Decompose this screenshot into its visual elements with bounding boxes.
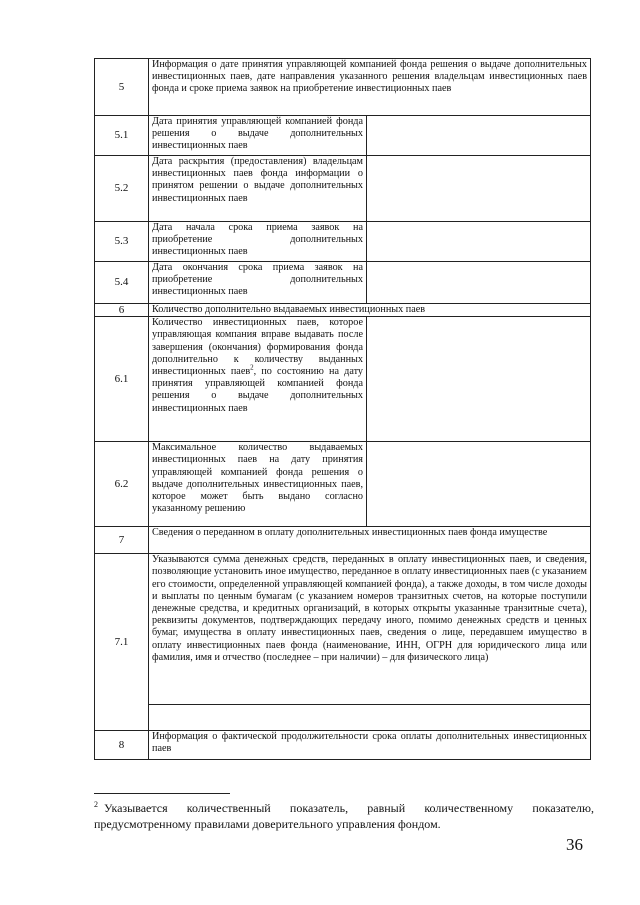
table-row-6 [95, 304, 591, 317]
footnote-separator [94, 793, 230, 794]
table-row-8 [95, 731, 591, 760]
table-row-7-1 [95, 554, 591, 705]
row-number: 5.2 [95, 156, 149, 222]
row-number: 5 [95, 59, 149, 116]
row-number: 7 [95, 527, 149, 554]
table-row-5-2 [95, 156, 591, 222]
value-cell [367, 262, 591, 304]
row-text: Количество дополнительно выдаваемых инвестиционных паев [149, 304, 591, 317]
row-text: Информация о фактической продолжительности срока оплаты дополнительных инвестиционных паев [149, 731, 591, 760]
row-text [149, 317, 367, 442]
row-number: 6.1 [95, 317, 149, 442]
page-number: 36 [566, 835, 583, 854]
document-table [94, 58, 591, 760]
row-number: 5.4 [95, 262, 149, 304]
row-number: 6.2 [95, 442, 149, 527]
value-cell [367, 222, 591, 262]
footnote [94, 800, 594, 832]
row-text: Указываются сумма денежных средств, переданных в оплату инвестиционных паев, и сведения, позволяющие установить иное имущество, переданное в оплату инвестиционных паев (с указанием его стоимости, определенной управляющей компанией фонда), а также доходы, в том числе доходы и выплаты по ценным бумагам (с указанием номеров транзитных счетов, на которые поступили денежные средства, и кредитных организаций, в которых открыты указанные транзитные счета), реквизиты документов, подтверждающих передачу иного, помимо денежных средств и ценных бумаг, имущества в оплату инвестиционных паев, сведения о лице, передавшем имущество в оплату инвестиционных паев фонда (наименование, ИНН, ОГРН для юридического лица или фамилия, имя и отчество (последнее – при наличии) – для физического лица) [149, 554, 591, 705]
row-text: Сведения о переданном в оплату дополнительных инвестиционных паев фонда имуществе [149, 527, 591, 554]
row-text: Дата раскрытия (предоставления) владельцам инвестиционных паев фонда информации о принятом решении о выдаче дополнительных инвестиционных паев [149, 156, 367, 222]
row-text: Информация о дате принятия управляющей компанией фонда решения о выдаче дополнительных инвестиционных паев, дате направления указанного решения владельцам инвестиционных паев фонда и сроке приема заявок на приобретение инвестиционных паев [149, 59, 591, 116]
row-text-part: , по состоянию на дату принятия управляющей компанией фонда решения о выдаче дополнительных инвестиционных паев [152, 366, 363, 414]
row-number: 6 [95, 304, 149, 317]
footnote-reference: 2 [250, 363, 254, 372]
footnote-text: Указывается количественный показатель, равный количественному показателю, предусмотренному правилами доверительного управления фондом. [94, 801, 594, 831]
row-text: Дата принятия управляющей компанией фонда решения о выдаче дополнительных инвестиционных паев [149, 116, 367, 156]
table-row-6-1 [95, 317, 591, 442]
value-cell [367, 442, 591, 527]
row-text-part: Количество инвестиционных паев, которое управляющая компания вправе выдавать после завершения (окончания) формирования фонда дополнительно к количеству выданных инвестиционных паев [152, 317, 363, 378]
row-number: 5.1 [95, 116, 149, 156]
value-cell [367, 116, 591, 156]
table-row-5-4 [95, 262, 591, 304]
row-number: 7.1 [95, 554, 149, 731]
value-cell [367, 317, 591, 442]
table-row-7-1-value [95, 705, 591, 731]
table-row-5-3 [95, 222, 591, 262]
row-text: Дата начала срока приема заявок на приобретение дополнительных инвестиционных паев [149, 222, 367, 262]
row-number: 8 [95, 731, 149, 760]
row-text: Максимальное количество выдаваемых инвестиционных паев на дату принятия управляющей компанией фонда решения о выдаче дополнительных инвестиционных паев, которое может быть выдано согласно указанному решению [149, 442, 367, 527]
table-row-6-2 [95, 442, 591, 527]
value-cell [367, 156, 591, 222]
row-text: Дата окончания срока приема заявок на приобретение дополнительных инвестиционных паев [149, 262, 367, 304]
table-row-5-1 [95, 116, 591, 156]
footnote-mark: 2 [94, 800, 98, 809]
row-number: 5.3 [95, 222, 149, 262]
value-cell [149, 705, 591, 731]
table-row-5 [95, 59, 591, 116]
table-row-7 [95, 527, 591, 554]
